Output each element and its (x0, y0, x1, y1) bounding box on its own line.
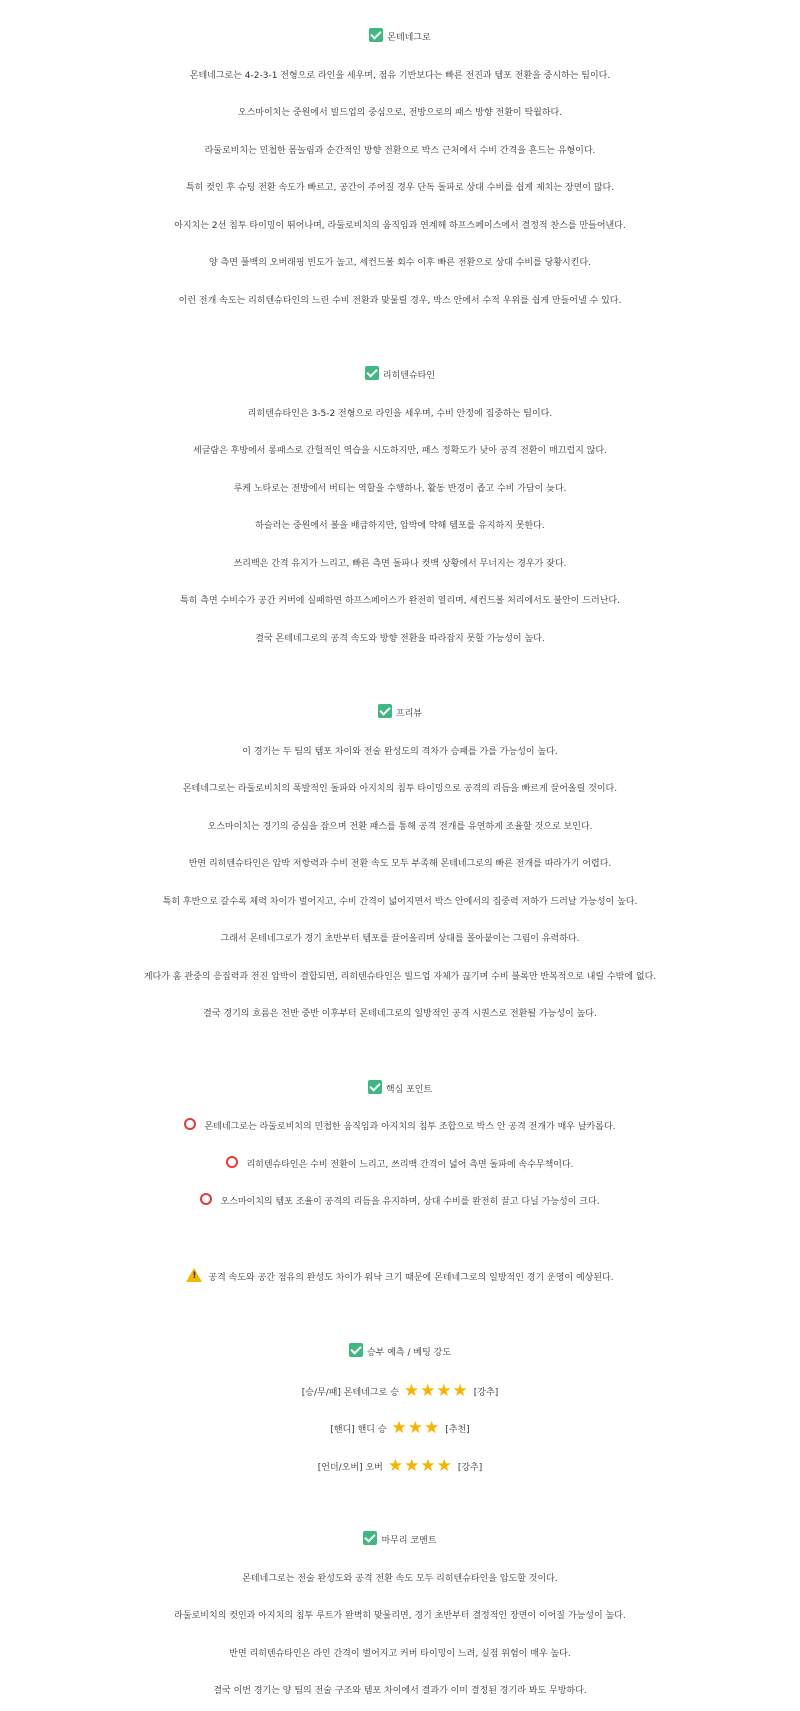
paragraph-line: 라둘로비치의 컷인과 아지치의 침투 루트가 완벽히 맞물리면, 경기 초반부터 결정적인 장면이 이어질 가능성이 높다. (174, 1611, 626, 1621)
section-heading (0, 358, 800, 396)
star-rating-icon: ★★★ (391, 1418, 441, 1438)
section-montenegro (0, 20, 800, 320)
paragraph-line: 반면 리히텐슈타인은 압박 저항력과 수비 전환 속도 모두 부족해 몬테네그로의 빠른 전개를 따라가기 어렵다. (188, 859, 612, 869)
checkmark-box-icon (365, 366, 379, 380)
warning-note (0, 1260, 800, 1298)
paragraph-line: 게다가 홈 관중의 응집력과 전진 압박이 결합되면, 리히텐슈타인은 빌드업 자체가 끊기며 수비 블록만 반복적으로 내릴 수밖에 없다. (143, 971, 657, 982)
paragraph-line: 쓰리백은 간격 유지가 느리고, 빠른 측면 돌파나 컷백 상황에서 무너지는 경우가 잦다. (233, 558, 567, 569)
section-heading (0, 696, 800, 734)
paragraph-line: 이런 전개 속도는 리히텐슈타인의 느린 수비 전환과 맞물릴 경우, 박스 안에서 수적 우위를 쉽게 만들어낼 수 있다. (178, 295, 622, 306)
section-liechtenstein (0, 358, 800, 658)
checkmark-box-icon (368, 1080, 382, 1094)
section-closing (0, 1523, 800, 1711)
paragraph-line: 이 경기는 두 팀의 템포 차이와 전술 완성도의 격차가 승패를 가를 가능성이 높다. (242, 746, 558, 757)
paragraph-line: 몬테네그로는 전술 완성도와 공격 전환 속도 모두 리히텐슈타인을 압도할 것이다. (242, 1573, 558, 1584)
paragraph-line: 세글람은 후방에서 롱패스로 간헐적인 역습을 시도하지만, 패스 정확도가 낮아 공격 전환이 매끄럽지 않다. (193, 446, 607, 456)
red-circle-icon (200, 1193, 212, 1205)
checkmark-box-icon (363, 1531, 377, 1545)
red-circle-icon (226, 1156, 238, 1168)
key-point-item (0, 1147, 800, 1185)
warning-text: 공격 속도와 공간 점유의 완성도 차이가 워낙 크기 때문에 몬테네그로의 일방적인 경기 운영이 예상된다. (208, 1272, 614, 1283)
key-point-text: 리히텐슈타인은 수비 전환이 느리고, 쓰리백 간격이 넓어 측면 돌파에 속수무책이다. (246, 1159, 574, 1170)
prediction-pick (0, 1373, 800, 1411)
section-key-points (0, 1072, 800, 1222)
paragraph-line: 몬테네그로는 4-2-3-1 전형으로 라인을 세우며, 점유 기반보다는 빠른 전진과 템포 전환을 중시하는 팀이다. (189, 70, 611, 81)
section-heading (0, 1335, 800, 1373)
prediction-pick (0, 1448, 800, 1486)
key-point-text: 몬테네그로는 라둘로비치의 민첩한 움직임과 아지치의 침투 조합으로 박스 안 공격 전개가 매우 날카롭다. (204, 1122, 616, 1132)
star-rating-icon: ★★★★ (387, 1455, 453, 1476)
warning-triangle-icon (186, 1268, 202, 1282)
section-warning (0, 1260, 800, 1298)
prediction-pick (0, 1410, 800, 1448)
pick-label: [언더/오버] 오버 (317, 1462, 383, 1473)
paragraph-line: 오스마이치는 경기의 중심을 잡으며 전환 패스를 통해 공격 전개를 유연하게 조율할 것으로 보인다. (207, 821, 593, 832)
paragraph-line: 리히텐슈타인은 3-5-2 전형으로 라인을 세우며, 수비 안정에 집중하는 팀이다. (247, 408, 553, 419)
section-heading-text: 프리뷰 (395, 709, 423, 719)
section-heading-text: 리히텐슈타인 (382, 371, 436, 381)
section-heading-text: 승부 예측 / 베팅 강도 (366, 1348, 452, 1358)
star-rating-icon: ★★★★ (403, 1380, 469, 1401)
key-point-item (0, 1184, 800, 1222)
paragraph-line: 결국 이번 경기는 양 팀의 전술 구조와 템포 차이에서 결과가 이미 결정된 경기라 봐도 무방하다. (213, 1686, 587, 1696)
checkmark-box-icon (369, 28, 383, 42)
paragraph-line: 양 측면 풀백의 오버래핑 빈도가 높고, 세컨드볼 회수 이후 빠른 전환으로 상대 수비를 당황시킨다. (209, 258, 591, 268)
checkmark-box-icon (378, 704, 392, 718)
paragraph-line: 라둘로비치는 민첩한 몸놀림과 순간적인 방향 전환으로 박스 근처에서 수비 간격을 흔드는 유형이다. (204, 145, 596, 156)
key-point-text: 오스마이치의 템포 조율이 공격의 리듬을 유지하며, 상대 수비를 완전히 끌고 다닐 가능성이 크다. (220, 1197, 600, 1207)
section-prediction (0, 1335, 800, 1485)
paragraph-line: 특히 컷인 후 슈팅 전환 속도가 빠르고, 공간이 주어질 경우 단독 돌파로 상대 수비를 쉽게 제치는 장면이 많다. (185, 183, 615, 193)
section-heading (0, 1072, 800, 1110)
section-heading (0, 1523, 800, 1561)
paragraph-line: 반면 리히텐슈타인은 라인 간격이 벌어지고 커버 타이밍이 느려, 실점 위험이 매우 높다. (229, 1648, 571, 1659)
pick-strength: [추천] (445, 1425, 470, 1435)
section-heading-text: 몬테네그로 (387, 33, 431, 43)
pick-label: [핸디] 핸디 승 (330, 1425, 387, 1435)
paragraph-line: 특히 후반으로 갈수록 체력 차이가 벌어지고, 수비 간격이 넓어지면서 박스 안에서의 집중력 저하가 드러날 가능성이 높다. (162, 896, 638, 907)
section-heading (0, 20, 800, 58)
red-circle-icon (184, 1118, 196, 1130)
section-heading-text: 핵심 포인트 (385, 1084, 433, 1095)
paragraph-line: 몬테네그로는 라둘로비치의 폭발적인 돌파와 아지치의 침투 타이밍으로 공격의 리듬을 빠르게 끌어올릴 것이다. (182, 784, 618, 794)
pick-strength: [강추] (473, 1387, 499, 1398)
paragraph-line: 특히 측면 수비수가 공간 커버에 실패하면 하프스페이스가 완전히 열리며, 세컨드볼 처리에서도 불안이 드러난다. (180, 596, 620, 606)
pick-strength: [강추] (457, 1462, 483, 1473)
paragraph-line: 결국 경기의 흐름은 전반 중반 이후부터 몬테네그로의 일방적인 공격 시퀀스로 전환될 가능성이 높다. (203, 1009, 597, 1019)
key-point-item (0, 1109, 800, 1147)
paragraph-line: 그래서 몬테네그로가 경기 초반부터 템포를 끌어올리며 상대를 몰아붙이는 그림이 유력하다. (220, 934, 580, 944)
paragraph-line: 루케 노타로는 전방에서 버티는 역할을 수행하나, 활동 반경이 좁고 수비 가담이 늦다. (233, 483, 567, 494)
checkmark-box-icon (349, 1343, 363, 1357)
paragraph-line: 오스마이치는 중원에서 빌드업의 중심으로, 전방으로의 패스 방향 전환이 탁월하다. (237, 108, 563, 118)
paragraph-line: 아지치는 2선 침투 타이밍이 뛰어나며, 라둘로비치의 움직임과 연계해 하프스페이스에서 결정적 찬스를 만들어낸다. (174, 220, 626, 231)
paragraph-line: 하슬러는 중원에서 볼을 배급하지만, 압박에 약해 템포를 유지하지 못한다. (255, 521, 545, 531)
section-preview (0, 696, 800, 1034)
paragraph-line: 결국 몬테네그로의 공격 속도와 방향 전환을 따라잡지 못할 가능성이 높다. (255, 633, 545, 644)
pick-label: [승/무/패] 몬테네그로 승 (301, 1387, 399, 1398)
section-heading-text: 마무리 코멘트 (381, 1536, 437, 1546)
